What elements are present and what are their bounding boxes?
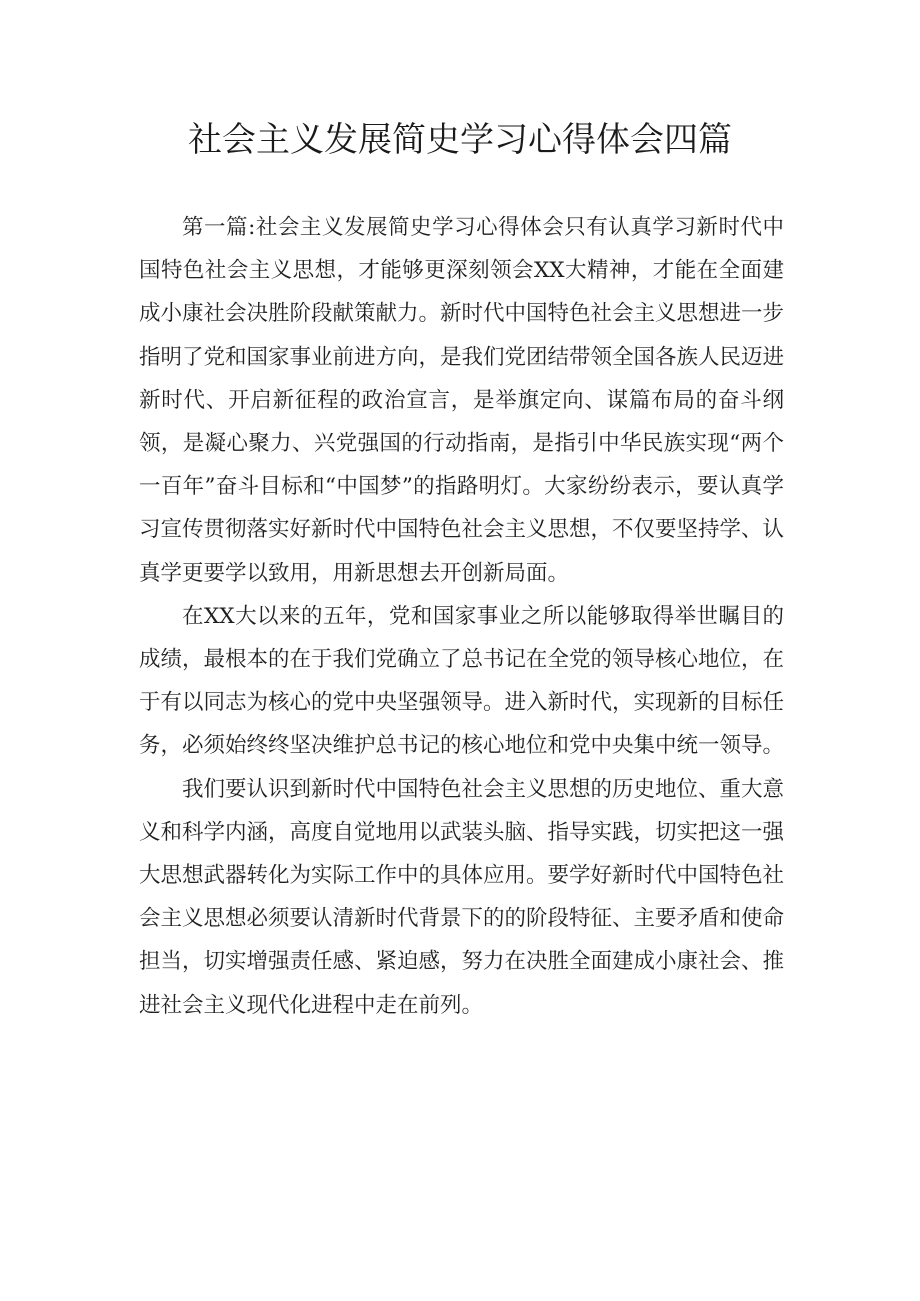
document-body [139, 206, 784, 1027]
document-title: 社会主义发展简史学习心得体会四篇 [188, 120, 732, 160]
paragraph-3: 我们要认识到新时代中国特色社会主义思想的历史地位、重大意义和科学内涵，高度自觉地用以武装头脑、指导实践，切实把这一强大思想武器转化为实际工作中的具体应用。要学好新时代中国特色社会主义思想必须要认清新时代背景下的的阶段特征、主要矛盾和使命担当，切实增强责任感、紧迫感，努力在决胜全面建成小康社会、推进社会主义现代化进程中走在前列。 [139, 776, 785, 1018]
paragraph-1: 第一篇:社会主义发展简史学习心得体会只有认真学习新时代中国特色社会主义思想，才能够更深刻领会XX大精神，才能在全面建成小康社会决胜阶段献策献力。新时代中国特色社会主义思想进一步指明了党和国家事业前进方向，是我们党团结带领全国各族人民迈进新时代、开启新征程的政治宣言，是举旗定向、谋篇布局的奋斗纲领，是凝心聚力、兴党强国的行动指南，是指引中华民族实现“两个一百年”奋斗目标和“中国梦”的指路明灯。大家纷纷表示，要认真学习宣传贯彻落实好新时代中国特色社会主义思想，不仅要坚持学、认真学更要学以致用，用新思想去开创新局面。 [139, 215, 785, 586]
paragraph-2: 在XX大以来的五年，党和国家事业之所以能够取得举世瞩目的成绩，最根本的在于我们党确立了总书记在全党的领导核心地位，在于有以同志为核心的党中央坚强领导。进入新时代，实现新的目标任务，必须始终终坚决维护总书记的核心地位和党中央集中统一领导。 [139, 603, 785, 759]
